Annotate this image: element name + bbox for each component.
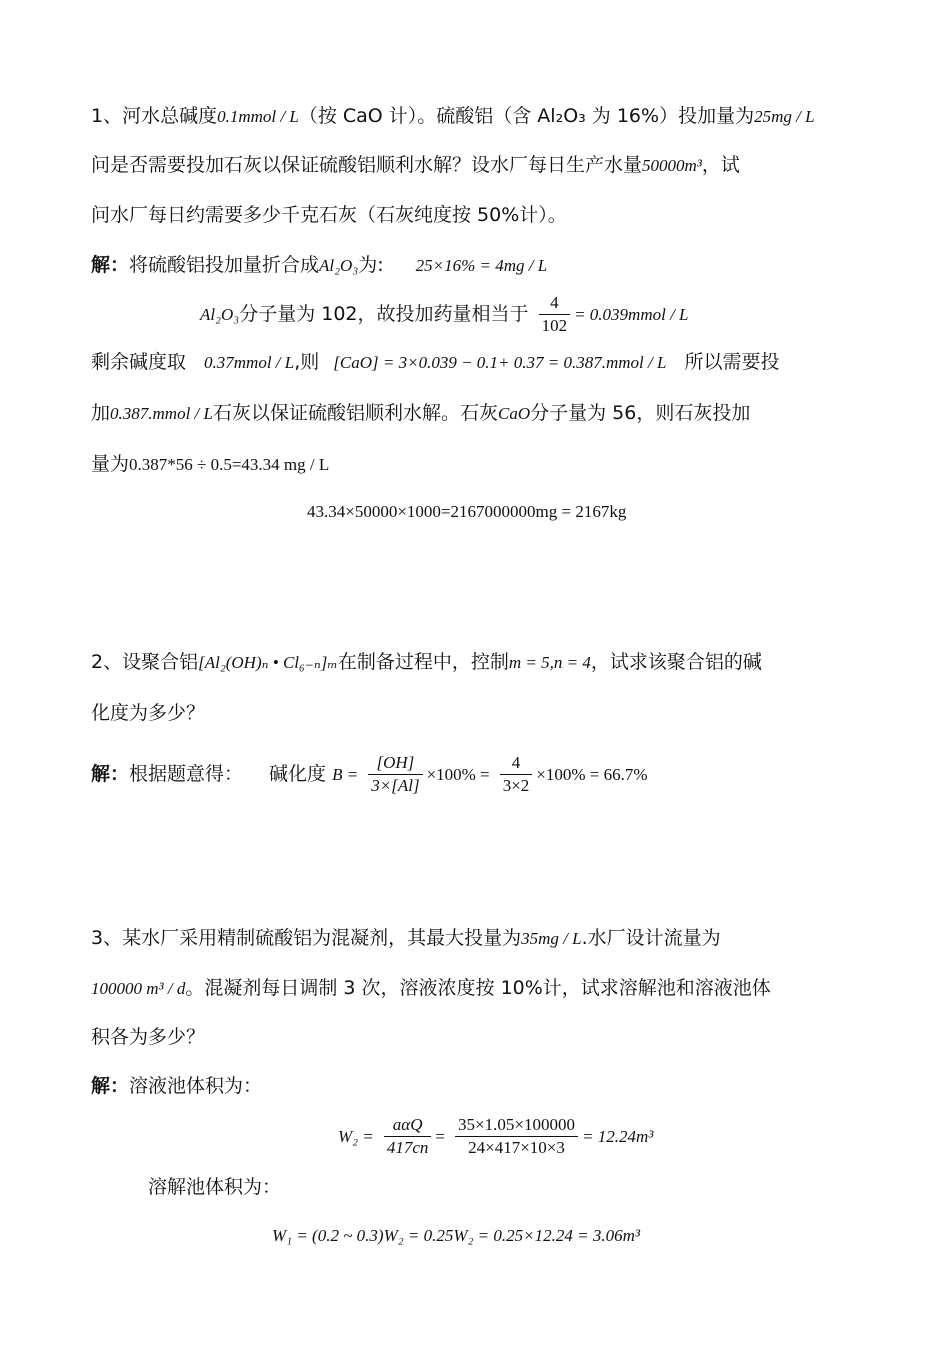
q3-line-1: 3、某水厂采用精制硫酸铝为混凝剂，其最大投量为35mg / L.水厂设计流量为 [91,927,721,949]
fraction-4-over-102: $\frac{4}{102}$ [539,292,571,337]
q2-solution: 解：根据题意得： 碱化度 B = $\frac{[OH]}{3\times[Al]}$ ×100% = $\frac{4}{3\times 2}$ ×100% = 66.7% [91,753,648,795]
fraction-4-over-6: $\frac{4}{3\times 2}$ [500,752,533,797]
q3-solution-line-1: 解：溶液池体积为： [91,1075,263,1097]
q2-line-1: 2、设聚合铝[Al₂(OH)ₙ • Cl₆₋ₙ]ₘ在制备过程中，控制m = 5,n = 4，试求该聚合铝的碱 [91,651,762,673]
solution-label: 解： [91,763,130,785]
q1-solution-line-4: 加0.387.mmol / L石灰以保证硫酸铝顺利水解。石灰CaO分子量为 56，则石灰投加 [91,402,751,424]
q1-solution-line-2: Al₂O₃分子量为 102，故投加药量相当于 $\frac{4}{102}$ = 0.039mmol / L [200,293,689,335]
q3-formula-w1: W₁ = (0.2 ~ 0.3)W₂ = 0.25W₂ = 0.25×12.24 = 3.06m³ [272,1226,640,1245]
q3-solution-line-2: 溶解池体积为： [148,1176,282,1198]
q1-line-3: 问水厂每日约需要多少千克石灰（石灰纯度按 50%计）。 [91,204,567,226]
q1-line-1: 1、河水总碱度0.1mmol / L（按 CaO 计）。硫酸铝（含 Al₂O₃ 为 16%）投加量为25mg / L [91,105,815,127]
q1-solution-line-1: 解：将硫酸铝投加量折合成Al₂O₃为: 25×16% = 4mg / L [91,254,548,276]
q1-solution-line-3: 剩余碱度取 0.37mmol / L,则 [CaO] = 3×0.039 − 0.1+ 0.37 = 0.387.mmol / L 所以需要投 [91,351,780,373]
solution-label: 解： [91,254,130,276]
q2-line-2: 化度为多少？ [91,702,206,724]
q3-line-2: 100000 m³ / d。混凝剂每日调制 3 次，溶液浓度按 10%计，试求溶解池和溶液池体 [91,977,771,999]
q1-solution-line-5: 量为0.387*56 ÷ 0.5=43.34 mg / L [91,453,330,475]
q3-line-3: 积各为多少？ [91,1026,206,1048]
q1-line-2: 问是否需要投加石灰以保证硫酸铝顺利水解？设水厂每日生产水量50000m³，试 [91,154,740,176]
fraction-oh-over-al: $\frac{[OH]}{3\times[Al]}$ [368,752,422,797]
q1-solution-result: 43.34×50000×1000=2167000000mg = 2167kg [307,502,627,521]
fraction-aaq-over-417cn: $\frac{\text{aαQ}}{417cn}$ [384,1114,432,1159]
q3-formula-w2: W₂ = $\frac{\text{aαQ}}{417cn}$ = $\frac{35\times 1.05\times 100000}{24\times 417\times 10\times 3}$ = 12.24m³ [338,1115,654,1157]
solution-label: 解： [91,1075,130,1097]
fraction-numeric: $\frac{35\times 1.05\times 100000}{24\times 417\times 10\times 3}$ [455,1114,578,1159]
